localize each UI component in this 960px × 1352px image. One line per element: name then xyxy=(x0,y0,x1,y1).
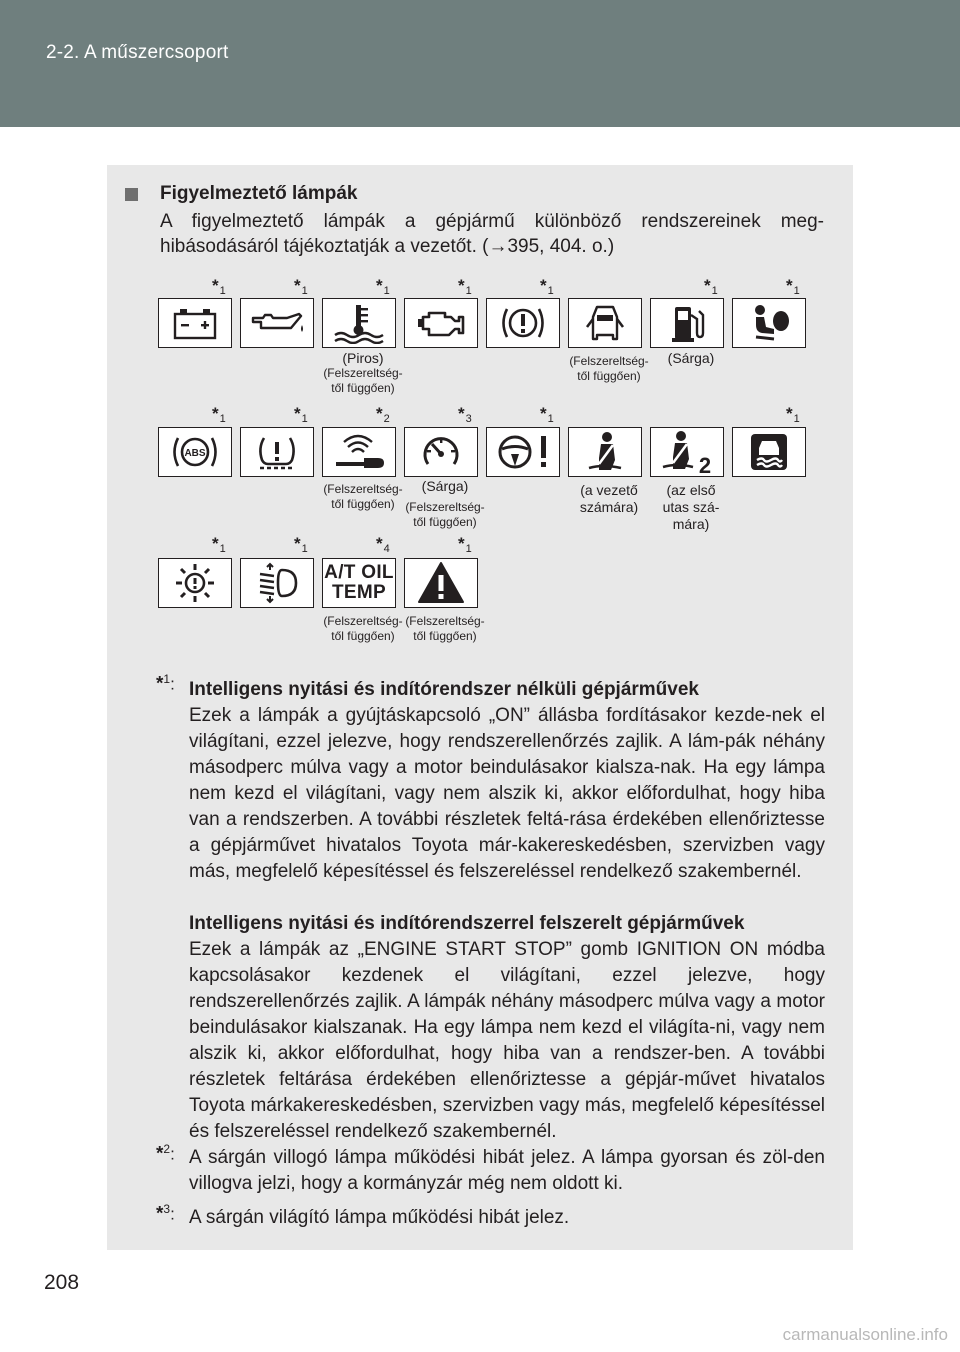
footnote-1-text-1: Ezek a lámpák a gyújtáskapcsoló „ON” állásba fordításakor kezde-nek el világítani, ezzel jelezve, hogy rendszerellenőrzés zajlik. A lám-pák néhány másodperc múlva vagy a motor beindulásakor kialsza-nak. Ha egy lámpa nem kezd el világítani, vagy nem alszik ki, akkor előfordulhat, hogy hiba van a rendszerben. A további részletek feltá-rása érdekében ellenőriztesse a gépjárművet hivatalos Toyota már-kakereskedésben, szervizben vagy más, megfelelő képesítéssel és felszereléssel rendelkező szakembernél. xyxy=(189,705,825,882)
exterior-light-icon xyxy=(158,558,232,608)
icon-caption: től függően) xyxy=(413,515,477,529)
square-bullet-icon xyxy=(125,188,138,201)
star-mark: $*_1$ xyxy=(376,276,390,297)
at-oil-label: A/T OIL xyxy=(324,562,394,583)
footnote-1-heading-1: Intelligens nyitási és indítórendszer nélküli gépjárművek xyxy=(189,679,699,700)
check-engine-icon xyxy=(404,298,478,348)
star-mark: $*_1$ xyxy=(786,276,800,297)
star-mark: $*_1$ xyxy=(212,534,226,555)
fuel-icon xyxy=(650,298,724,348)
page-number: 208 xyxy=(44,1271,80,1294)
footnote-mark-2: *$^2$: xyxy=(156,1142,175,1165)
icon-caption: től függően) xyxy=(331,629,395,643)
section-intro: A figyelmeztető lámpák a gépjármű különböző rendszereinek meg-hibásodásáról tájékoztatják a vezetőt. (→395, 404. o.) xyxy=(160,211,824,257)
icon-caption: (Sárga) xyxy=(421,478,469,494)
star-mark: $*_1$ xyxy=(458,534,472,555)
icon-caption: (Felszereltség- xyxy=(569,354,649,368)
footnote-1-heading-2: Intelligens nyitási és indítórendszerrel felszerelt gépjárművek xyxy=(189,913,745,934)
driver-seatbelt-icon xyxy=(568,427,642,477)
coolant-temperature-icon xyxy=(322,298,396,348)
icon-caption: számára) xyxy=(579,499,639,515)
section-title: Figyelmeztető lámpák xyxy=(160,183,358,204)
icon-caption: (Felszereltség- xyxy=(323,366,403,380)
steering-lock-icon xyxy=(404,427,478,477)
star-mark: $*_1$ xyxy=(212,276,226,297)
icon-caption: től függően) xyxy=(413,629,477,643)
star-mark: $*_1$ xyxy=(540,276,554,297)
icon-caption: (Piros) xyxy=(342,350,384,366)
icon-caption: utas szá- xyxy=(662,499,720,515)
icon-caption: (az első xyxy=(666,482,716,498)
icon-caption: (Felszereltség- xyxy=(323,614,403,628)
door-open-icon xyxy=(568,298,642,348)
icon-caption: (Felszereltség- xyxy=(323,482,403,496)
icon-caption: mára) xyxy=(672,516,710,532)
star-mark: $*_2$ xyxy=(376,404,390,425)
passenger-seatbelt-icon xyxy=(650,427,724,477)
footnote-2-text: A sárgán villogó lámpa működési hibát jelez. A lámpa gyorsan és zöl-den villogva jelzi, hogy a kormányzár még nem oldott ki. xyxy=(189,1147,825,1194)
master-warning-icon xyxy=(404,558,478,608)
star-mark: $*_4$ xyxy=(376,534,390,555)
icon-caption: (Felszereltség- xyxy=(405,500,485,514)
star-mark: $*_3$ xyxy=(458,404,472,425)
icon-caption: től függően) xyxy=(331,381,395,395)
airbag-icon xyxy=(732,298,806,348)
icon-caption: (Sárga) xyxy=(667,350,715,366)
temp-label: TEMP xyxy=(332,582,386,603)
star-mark: $*_1$ xyxy=(786,404,800,425)
star-mark: $*_1$ xyxy=(294,534,308,555)
chapter-title: 2-2. A műszercsoport xyxy=(46,42,229,63)
headlight-leveling-icon xyxy=(240,558,314,608)
star-mark: $*_1$ xyxy=(294,276,308,297)
brake-warning-icon xyxy=(486,298,560,348)
page-header xyxy=(0,0,960,127)
smart-key-icon xyxy=(322,427,396,477)
abs-icon xyxy=(158,427,232,477)
watermark: carmanualsonline.info xyxy=(782,1325,948,1344)
star-mark: $*_1$ xyxy=(294,404,308,425)
footnote-1-text-2: Ezek a lámpák az „ENGINE START STOP” gomb IGNITION ON módba kapcsolásakor kezdenek el világítani, ezzel jelezve, hogy rendszerellenőrzés zajlik. A lámpák néhány másodperc múlva vagy a motor beindulásakor kialszanak. Ha egy lámpa nem kezd el világíta-ni, vagy nem alszik ki, akkor előfordulhat, hogy hiba van a rendszer-ben. A további részletek feltárása érdekében ellenőriztesse a gépjár-művet hivatalos Toyota márkakereskedésben, szervizben vagy más, megfelelő képesítéssel és felszereléssel rendelkező szakembernél. xyxy=(189,939,825,1142)
footnote-mark-3: *$^3$: xyxy=(156,1202,175,1225)
slip-indicator-icon xyxy=(732,427,806,477)
star-mark: $*_1$ xyxy=(704,276,718,297)
star-mark: $*_1$ xyxy=(458,276,472,297)
icon-caption: (a vezető xyxy=(580,482,638,498)
abs-label: ABS xyxy=(184,448,206,459)
footnote-3-text: A sárgán világító lámpa működési hibát jelez. xyxy=(189,1207,570,1228)
tire-pressure-icon xyxy=(240,427,314,477)
icon-caption: től függően) xyxy=(331,497,395,511)
icon-caption: (Felszereltség- xyxy=(405,614,485,628)
battery-icon xyxy=(158,298,232,348)
svg-text:2: 2 xyxy=(698,453,712,475)
icon-caption: től függően) xyxy=(577,369,641,383)
at-oil-temp-icon xyxy=(322,558,396,608)
oil-pressure-icon xyxy=(240,298,314,348)
footnote-mark-1: *$^1$: xyxy=(156,672,175,695)
star-mark: $*_1$ xyxy=(540,404,554,425)
power-steering-icon xyxy=(486,427,560,477)
star-mark: $*_1$ xyxy=(212,404,226,425)
